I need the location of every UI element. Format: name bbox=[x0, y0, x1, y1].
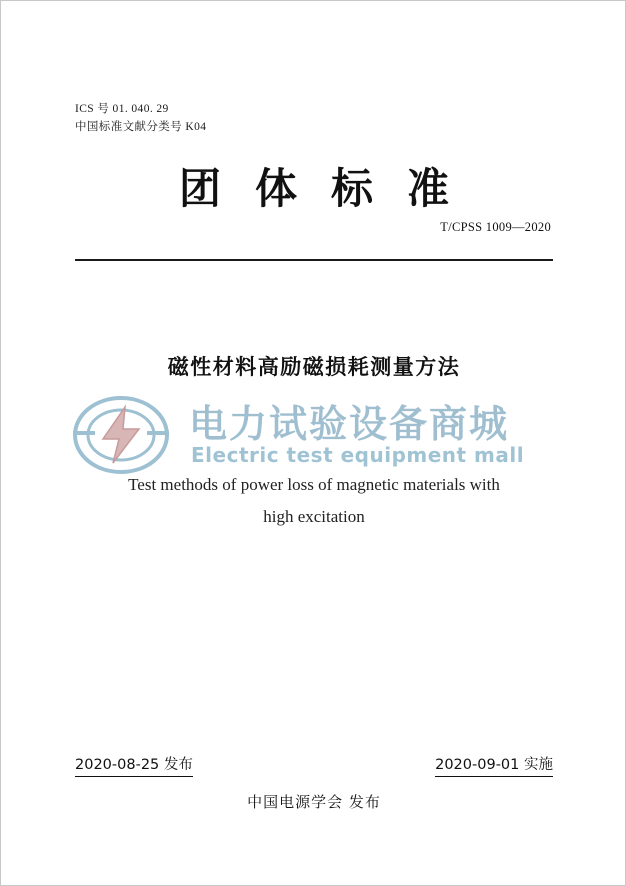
issuer-line: 中国电源学会 发布 bbox=[247, 793, 381, 811]
dates-row bbox=[75, 753, 553, 777]
issue-date: 2020-08-25 发布 bbox=[75, 753, 193, 777]
ics-classification-block bbox=[75, 101, 206, 137]
ics-number: ICS 号 01. 040. 29 bbox=[75, 103, 169, 115]
cn-standard-classification: 中国标准文献分类号 K04 bbox=[75, 120, 207, 133]
effective-date: 2020-09-01 实施 bbox=[435, 753, 553, 777]
watermark-text-english: Electric test equipment mall bbox=[191, 443, 525, 467]
title-english-line-1: Test methods of power loss of magnetic materials with bbox=[128, 475, 500, 494]
title-english bbox=[64, 469, 564, 533]
title-english-line-2: high excitation bbox=[263, 507, 365, 526]
standard-code: T/CPSS 1009—2020 bbox=[440, 220, 551, 234]
header-divider bbox=[75, 259, 553, 261]
banner-title: 团体标准 bbox=[178, 164, 483, 213]
title-chinese: 磁性材料高励磁损耗测量方法 bbox=[167, 355, 461, 379]
watermark-text-chinese: 电力试验设备商城 bbox=[189, 402, 510, 446]
company-logo-icon bbox=[73, 395, 169, 475]
